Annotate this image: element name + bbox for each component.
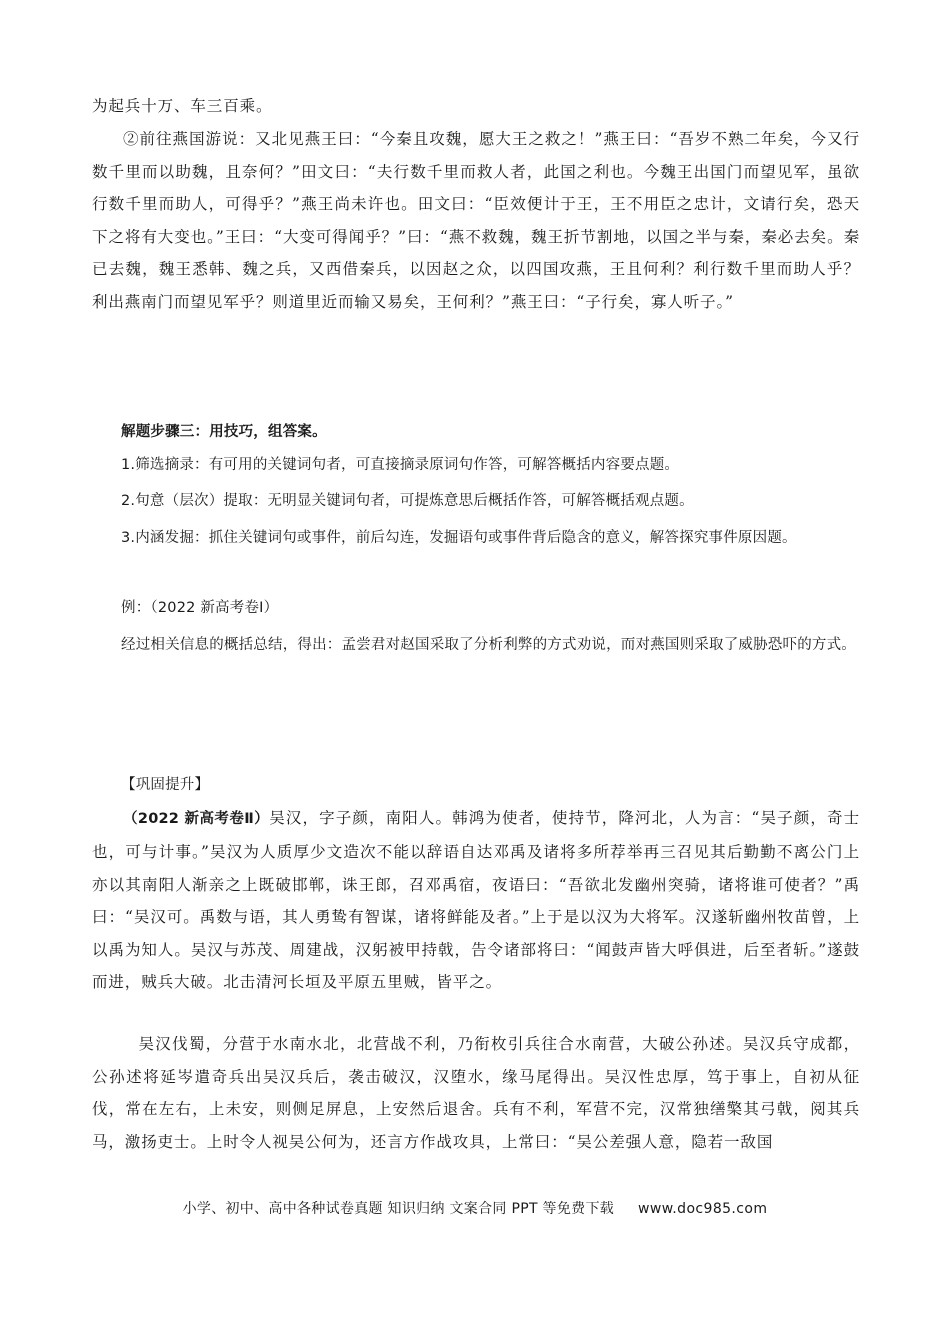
footer-text: 小学、初中、高中各种试卷真题 知识归纳 文案合同 PPT 等免费下载 bbox=[182, 1201, 615, 1217]
step3-heading: 解题步骤三：用技巧，组答案。 bbox=[121, 424, 327, 440]
passage-line-end: 为起兵十万、车三百乘。 bbox=[92, 97, 273, 115]
step3-item-3: 3.内涵发掘：抓住关键词句或事件，前后勾连，发掘语句或事件背后隐含的意义，解答探究事件原因题。 bbox=[121, 530, 797, 546]
step3-item-2: 2.句意（层次）提取：无明显关键词句者，可提炼意思后概括作答，可解答概括观点题。 bbox=[121, 493, 694, 509]
consolidate-passage-2: 吴汉伐蜀，分营于水南水北，北营战不利，乃衔枚引兵往合水南营，大破公孙述。吴汉兵守成都，公孙述将延岑遣奇兵出吴汉兵后，袭击破汉，汉堕水，缘马尾得出。吴汉性忠厚，笃于事上，自初从征伐，常在左右，上未安，则侧足屏息，上安然后退舍。兵有不利，军营不完，汉常独缮檠其弓戟，阅其兵马，激扬吏士。上时令人视吴公何为，还言方作战攻具，上常曰：“吴公差强人意，隐若一敌国 bbox=[92, 1035, 860, 1151]
consolidate-heading: 【巩固提升】 bbox=[121, 777, 210, 793]
example-label: 例：（2022 新高考卷Ⅰ） bbox=[121, 600, 279, 616]
consolidate-source: （2022 新高考卷Ⅱ） bbox=[123, 811, 270, 827]
passage-yan-paragraph: ②前往燕国游说：又北见燕王曰：“今秦且攻魏，愿大王之救之！”燕王曰：“吾岁不熟二年矣，今又行数千里而以助魏，且奈何？”田文曰：“夫行数千里而救人者，此国之利也。今魏王出国门而望见军，虽欲行数千里而助人，可得乎？”燕王尚未许也。田文曰：“臣效便计于王，王不用臣之忠计，文请行矣，恐天下之将有大变也。”王曰：“大变可得闻乎？”曰：“燕不救魏，魏王折节割地，以国之半与秦，秦必去矣。秦已去魏，魏王悉韩、魏之兵，又西借秦兵，以因赵之众，以四国攻燕，王且何利？利行数千里而助人乎？利出燕南门而望见军乎？则道里近而输又易矣，王何利？”燕王曰：“子行矣，寡人听子。” bbox=[92, 130, 860, 311]
consolidate-passage-1-text: 吴汉，字子颜，南阳人。韩鸿为使者，使持节，降河北，人为言：“吴子颜，奇士也，可与计事。”吴汉为人质厚少文造次不能以辞语自达邓禹及诸将多所荐举再三召见其后勤勤不离公门上亦以其南阳人渐亲之上既破邯郸，诛王郎，召邓禹宿，夜语曰：“吾欲北发幽州突骑，诸将谁可使者？”禹曰：“吴汉可。禹数与语，其人勇鸷有智谋，诸将鲜能及者。”上于是以汉为大将军。汉遂斩幽州牧苗曾，上以禹为知人。吴汉与苏茂、周建战，汉躬被甲持戟，告令诸部将曰：“闻鼓声皆大呼俱进，后至者斩。”遂鼓而进，贼兵大破。北击清河长垣及平原五里贼，皆平之。 bbox=[92, 809, 861, 992]
consolidate-passage-1 bbox=[92, 802, 860, 999]
example-text: 经过相关信息的概括总结，得出：孟尝君对赵国采取了分析利弊的方式劝说，而对燕国则采取了威胁恐吓的方式。 bbox=[121, 637, 856, 653]
footer-url[interactable]: www.doc985.com bbox=[638, 1201, 768, 1217]
page-footer bbox=[0, 1198, 950, 1218]
step3-item-1: 1.筛选摘录：有可用的关键词句者，可直接摘录原词句作答，可解答概括内容要点题。 bbox=[121, 457, 680, 473]
